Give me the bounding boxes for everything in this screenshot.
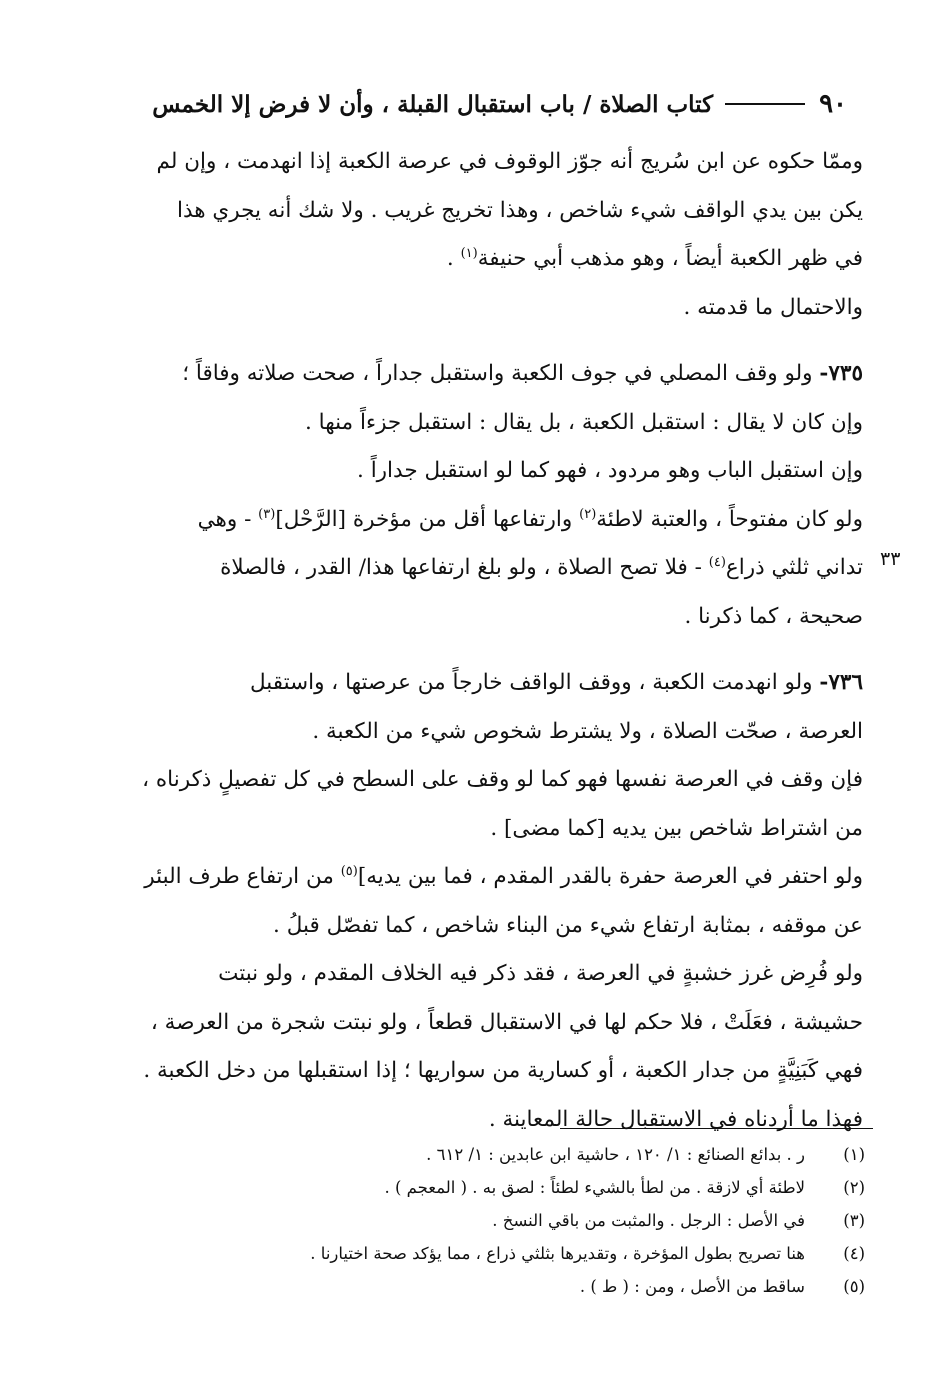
- text-span: من ارتفاع طرف البئر: [144, 864, 341, 889]
- footnote-number: (١): [843, 1145, 865, 1164]
- paragraph-2: [76, 284, 863, 333]
- section-number: ٧٣٦-: [819, 670, 863, 695]
- footnote-ref: (٤): [708, 554, 726, 570]
- page-header: [80, 82, 847, 126]
- text-line: فإن وقف في العرصة نفسها فهو كما لو وقف على السطح في كل تفصيلٍ ذكرناه ،: [142, 767, 863, 792]
- footnote-ref: (٣): [258, 506, 276, 522]
- footnote-text: في الأصل : الرجل . والمثبت من باقي النسخ .: [492, 1211, 805, 1230]
- header-rule: [725, 103, 805, 105]
- footnote-separator: [560, 1128, 873, 1129]
- text-span: - فلا تصح الصلاة ، ولو بلغ ارتفاعها هذا/ القدر ، فالصلاة: [220, 555, 709, 580]
- paragraph-7: [76, 756, 863, 853]
- text-line: يكن بين يدي الواقف شيء شاخص ، وهذا تخريج غريب . ولا شك أنه يجري هذا: [176, 197, 863, 223]
- margin-folio-note: ٣٣: [880, 548, 901, 570]
- text-line: وممّا حكوه عن ابن سُريج أنه جوّز الوقوف في عرصة الكعبة إذا انهدمت ، وإن لم: [156, 149, 863, 174]
- paragraph-736: [76, 659, 863, 756]
- text-line: ولو فُرِض غرز خشبةٍ في العرصة ، فقد ذكر فيه الخلاف المقدم ، ولو نبتت: [218, 961, 863, 986]
- footnote-number: (٥): [843, 1277, 865, 1296]
- footnote-ref: (١): [460, 245, 478, 261]
- footnote: [60, 1138, 865, 1171]
- text-line: [76, 496, 863, 545]
- footnote-ref: (٢): [579, 506, 597, 522]
- footnote: [60, 1204, 865, 1237]
- text-line: [76, 659, 863, 708]
- text-line: [76, 350, 863, 399]
- page-number: ٩٠: [819, 89, 847, 119]
- text-line: عن موقفه ، بمثابة ارتفاع شيء من البناء شاخص ، كما تفصّل قبلُ .: [273, 912, 863, 938]
- text-line: فهذا ما أردناه في الاستقبال حالة المعاينة .: [488, 1106, 863, 1132]
- text-span: .: [446, 246, 461, 271]
- text-span: ولو احتفر في العرصة حفرة بالقدر المقدم ، فما بين يديه]: [357, 864, 863, 889]
- footnote: [60, 1270, 865, 1303]
- text-line: من اشتراط شاخص بين يديه [كما مضى] .: [490, 815, 863, 841]
- text-line: فهي كَبَنِيَّةٍ من جدار الكعبة ، أو كسارية من سواريها ؛ إذا استقبلها من دخل الكعبة .: [143, 1058, 863, 1083]
- text-line: صحيحة ، كما ذكرنا .: [684, 603, 863, 629]
- footnote-number: (٢): [843, 1178, 865, 1197]
- text-span: ولو انهدمت الكعبة ، ووقف الواقف خارجاً من عرصتها ، واستقبل: [249, 670, 820, 695]
- footnote-number: (٤): [843, 1244, 865, 1263]
- text-span: ولو كان مفتوحاً ، والعتبة لاطئة: [596, 506, 863, 532]
- section-number: ٧٣٥-: [819, 361, 863, 386]
- text-line: العرصة ، صحّت الصلاة ، ولا يشترط شخوص شيء من الكعبة .: [312, 718, 863, 744]
- text-span: وارتفاعها أقل من مؤخرة [الرَّحْل]: [275, 506, 580, 532]
- text-line: [76, 544, 863, 593]
- paragraph-4: [76, 447, 863, 496]
- footnote-text: لاطئة أي لازقة . من لطأ بالشيء لطئاً : لصق به . ( المعجم ) .: [384, 1178, 805, 1197]
- text-span: - وهي: [197, 506, 259, 532]
- paragraph-1: [76, 138, 863, 284]
- footnotes: [60, 1138, 865, 1303]
- text-line: [76, 853, 863, 902]
- footnote-text: ر . بدائع الصنائع : ١/ ١٢٠ ، حاشية ابن عابدين : ١/ ٦١٢ .: [426, 1145, 805, 1164]
- text-line: حشيشة ، فعَلَتْ ، فلا حكم لها في الاستقبال قطعاً ، ولو نبتت شجرة من العرصة ،: [150, 1009, 863, 1035]
- footnote-text: هنا تصريح بطول المؤخرة ، وتقديرها بثلثي ذراع ، مما يؤكد صحة اختيارنا .: [310, 1244, 805, 1263]
- footnote: [60, 1237, 865, 1270]
- text-line: وإن استقبل الباب وهو مردود ، فهو كما لو استقبل جداراً .: [357, 458, 863, 483]
- paragraph-735: [76, 350, 863, 447]
- text-span: في ظهر الكعبة أيضاً ، وهو مذهب أبي حنيفة: [477, 246, 863, 271]
- paragraph-5: [76, 496, 863, 642]
- footnote: [60, 1171, 865, 1204]
- text-span: ولو وقف المصلي في جوف الكعبة واستقبل جداراً ، صحت صلاته وفاقاً ؛: [182, 361, 820, 386]
- footnote-text: ساقط من الأصل ، ومن : ( ط ) .: [579, 1277, 805, 1296]
- footnote-ref: (٥): [340, 863, 358, 879]
- text-span: تداني ثلثي ذراع: [725, 555, 863, 580]
- paragraph-9: [76, 950, 863, 1144]
- running-title: كتاب الصلاة / باب استقبال القبلة ، وأن لا فرض إلا الخمس: [152, 90, 714, 118]
- text-line: وإن كان لا يقال : استقبل الكعبة ، بل يقال : استقبل جزءاً منها .: [305, 409, 863, 435]
- paragraph-8: [76, 853, 863, 950]
- text-line: والاحتمال ما قدمته .: [683, 294, 863, 320]
- footnote-number: (٣): [843, 1211, 865, 1230]
- text-line: [76, 235, 863, 284]
- main-text: [76, 138, 863, 1144]
